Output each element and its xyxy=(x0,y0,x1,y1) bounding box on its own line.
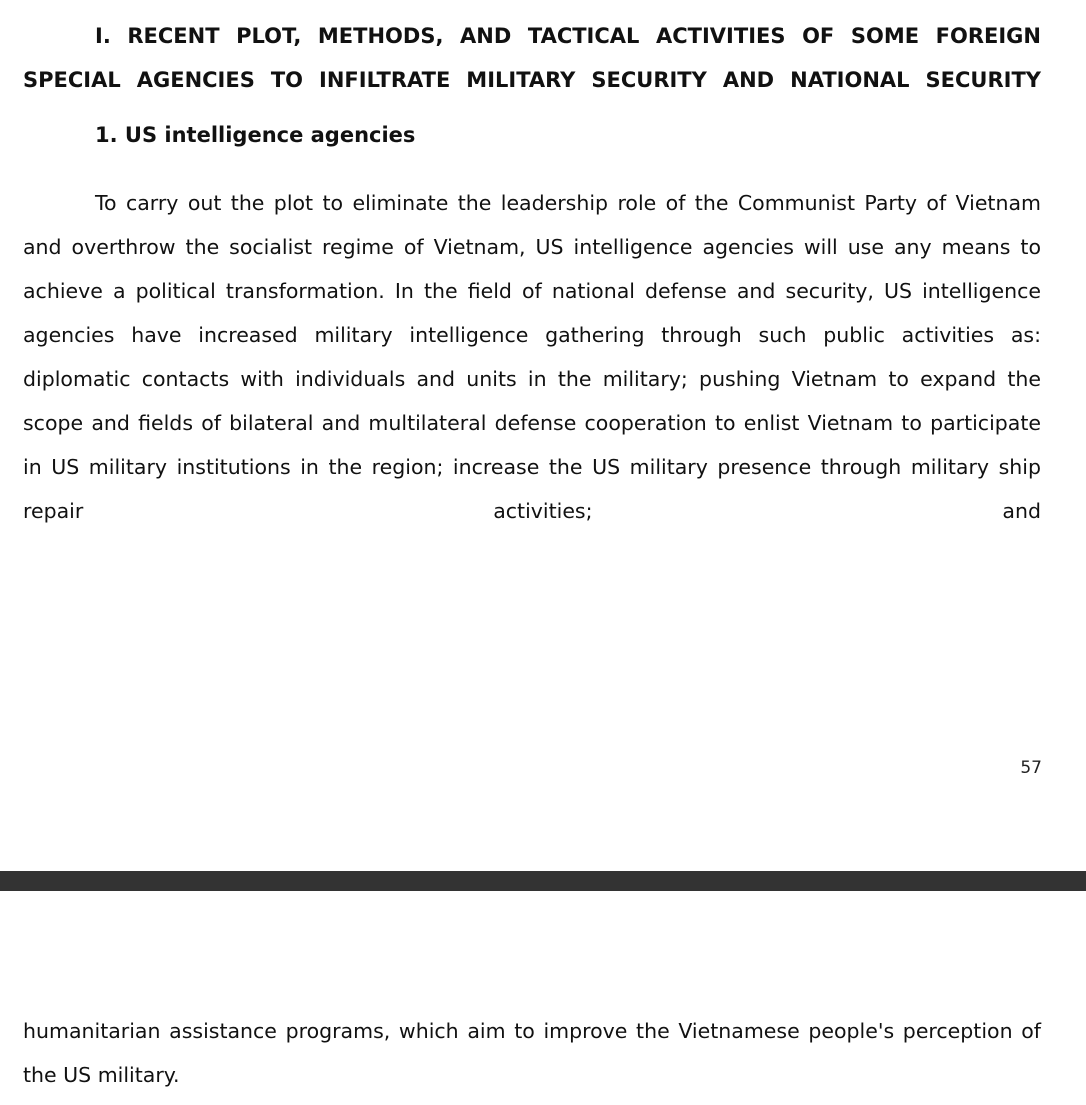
section-heading-line-1: I. RECENT PLOT, METHODS, AND TACTICAL ACTIVITIES OF SOME FOREIGN xyxy=(95,24,1041,48)
subsection-heading: 1. US intelligence agencies xyxy=(95,123,416,147)
section-heading xyxy=(23,14,1041,102)
section-heading-line-2: SPECIAL AGENCIES TO INFILTRATE MILITARY SECURITY AND NATIONAL SECURITY xyxy=(23,68,1041,92)
page-content xyxy=(23,14,1041,533)
document-page-lower xyxy=(0,891,1086,1105)
page-number: 57 xyxy=(1020,758,1042,778)
continued-paragraph: humanitarian assistance programs, which aim to improve the Vietnamese people's perception of the US military. xyxy=(23,1019,1041,1087)
page-break-divider xyxy=(0,871,1086,891)
body-paragraph: To carry out the plot to eliminate the leadership role of the Communist Party of Vietnam and overthrow the socialist regime of Vietnam, US intelligence agencies will use any means to achieve a political transformation. In the field of national defense and security, US intelligence agencies have increased military intelligence gathering through such public activities as: diplomatic contacts with individuals and units in the military; pushing Vietnam to expand the scope and fields of bilateral and multilateral defense cooperation to enlist Vietnam to participate in US military institutions in the region; increase the US military presence through military ship repair activities; and xyxy=(23,191,1041,523)
